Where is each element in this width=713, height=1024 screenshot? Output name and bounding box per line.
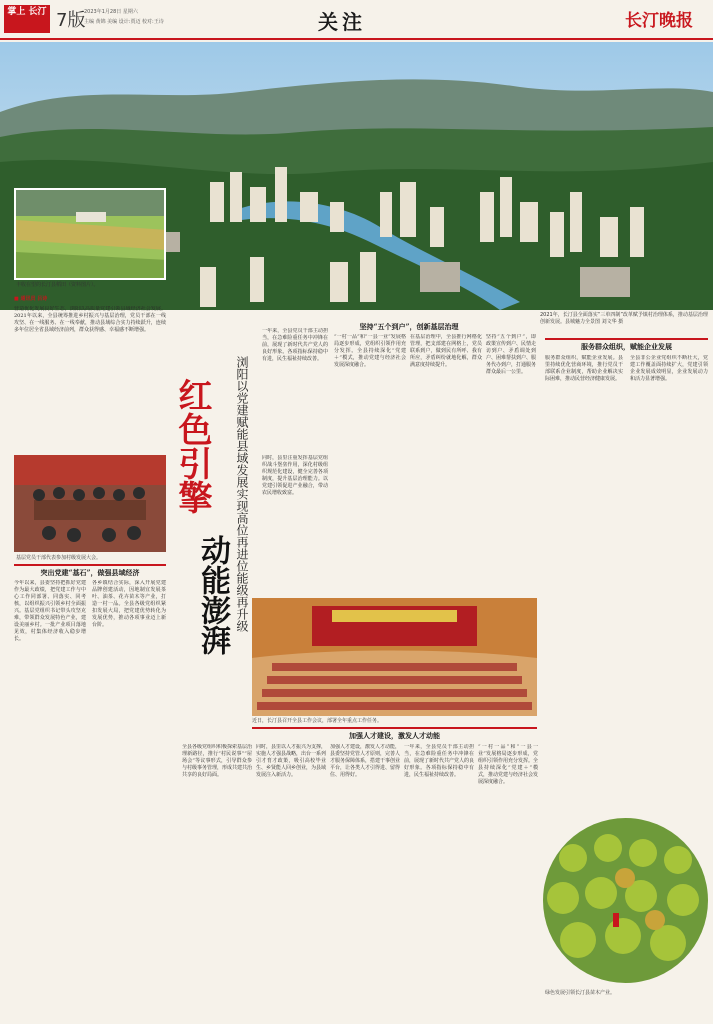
column-1a: 今年以来，县委坚持把抓好党建作为最大政绩，把党建工作与中心工作同部署、同落实、同考核，以组织振兴引领乡村全面振兴。基层党组织书记带头攻坚克难，带领群众发展特色产业，建设美丽乡村。一批产业项目落地见效，村集体经济收入稳步增长。 [14, 580, 86, 642]
hall-caption: 近日，长汀县召开全县工作会议，部署全年重点工作任务。 [252, 718, 383, 724]
masthead-logo: 长汀晚报 [625, 11, 693, 31]
headline-black: 动能澎湃 [195, 535, 230, 655]
intro-text: 营造优化发展良好生态，浏阳以高质量党建引领县域经济社会发展。2021年以来，全县统筹推进乡村振兴与基层治理，党员干部在一线攻坚、在一线服务、在一线奉献，推动县域综合实力持续跃升，连续多年位居全省县域经济前列，群众获得感、幸福感不断增强。 [14, 306, 166, 333]
section-rule [14, 564, 166, 566]
section-rule-3 [252, 727, 537, 729]
page-number: 7版 [56, 10, 86, 31]
section-heading-2: 坚持“五个到户”，创新基层治理 [359, 322, 459, 331]
column-5c: 加强人才建设，激发人才动能，县委坚持党管人才原则，完善人才服务保障体系，搭建干事创业平台，让各类人才引得进、留得住、用得好。 [330, 744, 400, 778]
tree-caption: 绿色发展引领长汀县苗木产业。 [545, 990, 616, 996]
column-4a: 坚持“五个到户”，即政策宣传到户、民情走访到户、矛盾调处到户、困难帮扶到户、服务代办到户，打通服务群众最后一公里。 [486, 334, 536, 375]
column-2a: 一年来，全县党员干部主动担当，在急难险重任务中冲锋在前，展现了新时代共产党人的良好形象。各项指标保持稳中有进，民生福祉持续改善。 [262, 328, 328, 362]
tree-nursery-photo [543, 818, 708, 983]
meeting-caption: 基层党员干部代表参加村级发展大会。 [16, 555, 102, 561]
section-title: 关注 [318, 10, 366, 34]
column-5e: “一村一品”和“一县一业”发展格局逐步形成，党组织引领作用充分发挥。全县持续深化“党建＋”模式，推动党建与经济社会发展深度融合。 [478, 744, 538, 785]
byline: ■ 通讯员 吕诗 [14, 296, 48, 302]
column-5d: 一年来，全县党员干部主动担当，在急难险重任务中冲锋在前，展现了新时代共产党人的良好形象。各项指标保持稳中有进，民生福祉持续改善。 [404, 744, 474, 778]
column-5a: 全县各级党组织积极探索基层治理新路径，推行“村民说事”“屋场会”等议事形式，引导群众参与村级事务管理，形成共建共治共享的良好局面。 [182, 744, 252, 778]
hero-caption: 2021年，长汀县全面落实“三单四制”改革赋予镇村治理体系，推动基层治理创新发展。县城魅力全景图 刘文华 摄 [540, 312, 708, 325]
section-rule-4 [545, 338, 708, 340]
column-6a: 服务群众组织，赋能企业发展。县里持续优化营商环境，推行党员干部联系企业制度，帮助企业解决实际困难，推动民营经济健康发展。 [545, 355, 623, 382]
app-badge[interactable]: 掌上 长汀 [4, 5, 50, 33]
column-3a: “一村一品”和“一县一业”发展格局逐步形成，党组织引领作用充分发挥。全县持续深化“党建＋”模式，推动党建与经济社会发展深度融合。 [334, 334, 406, 368]
hall-photo [252, 598, 537, 716]
rice-field-photo [14, 188, 166, 280]
section-heading-3: 加强人才建设，激发人才动能 [349, 731, 440, 740]
column-3b: 在基层治理中，全县推行网格化管理，把支部建在网格上，党员联系到户，做到民有所呼、我有所应，矛盾纠纷就地化解，群众满意度持续提升。 [410, 334, 482, 368]
column-2b: 同时，县里注重发挥基层党组织战斗堡垒作用，深化村级组织规范化建设，健全完善各项制度，提升基层治理能力。以党建引领促进产业融合，带动农民增收致富。 [262, 455, 328, 496]
column-5b: 同时，县里以人才振兴为支撑，实施人才强县战略，出台一系列引才育才政策，吸引高校毕业生、乡贤能人回乡创业，为县域发展注入新活力。 [256, 744, 326, 778]
column-6b: 全县非公企业党组织不断壮大，党建工作覆盖面持续扩大，党建引领企业发展成效明显，企业发展动力和活力显著增强。 [630, 355, 708, 382]
section-heading-4: 服务群众组织，赋能企业发展 [581, 342, 672, 351]
headline-subtitle: 浏阳以党建赋能县域发展实现高位再进位能级再升级 [235, 356, 249, 632]
date-line: 2023年1月28日 星期六 [84, 9, 138, 15]
meeting-photo [14, 455, 166, 552]
headline-red: 红色引擎 [172, 378, 212, 514]
column-1b: 各乡镇结合实际，深入开展党建品牌创建活动，因地制宜发展茶叶、油茶、花卉苗木等产业，打造一村一品。全县各级党组织紧扣发展大局，把党建优势转化为发展优势，推动各项事业迈上新台阶。 [92, 580, 166, 628]
inset-caption: 丰收在望的长汀县稻田（资料图片）。 [16, 282, 99, 288]
editor-line: 主编 黄锦 美编 设计:贾迈 校对:王诗 [84, 19, 164, 25]
section-heading-1: 突出党建“基石”，做强县域经济 [40, 568, 140, 577]
